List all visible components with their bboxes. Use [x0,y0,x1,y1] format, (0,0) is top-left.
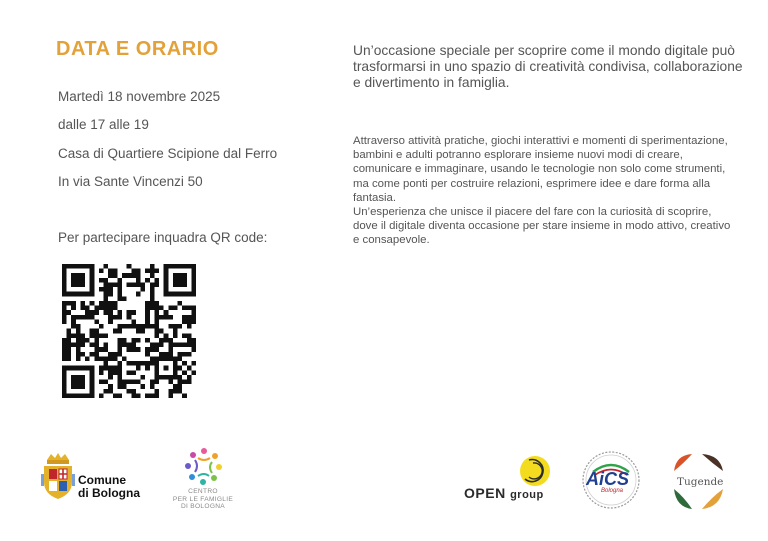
description-lead: Un’occasione speciale per scoprire come il mondo digitale può trasformarsi in uno spazio di creatività condivisa, collaborazione e divertimento in famiglia. [353,43,743,90]
description-paragraph: Attraverso attività pratiche, giochi interattivi e momenti di sperimentazione, bambini e adulti potranno esplorare insieme nuovi modi di creare, comunicare e immaginare, usando le tecnologie non solo come strumenti, ma come ponti per costruire relazioni, esprimere idee e dare forma alla fantasia. [353,135,728,204]
open-group-logo-text [464,485,544,501]
comune-line: di Bologna [78,486,140,500]
aics-logo-text: AiCS [586,469,630,489]
event-address: In via Sante Vincenzi 50 [58,174,203,189]
centro-line: CENTRO [188,488,218,495]
open-group-logo-icon [517,455,553,487]
description-body [353,134,733,248]
centro-famiglie-logo-icon [184,446,224,486]
event-date: Martedì 18 novembre 2025 [58,89,221,104]
tugende-logo-text: Tugende [677,476,724,488]
comune-line: Comune [78,473,126,487]
comune-bologna-crest-icon [41,452,75,500]
event-venue: Casa di Quartiere Scipione dal Ferro [58,146,278,161]
centro-logo-text [172,488,234,511]
open-main: OPEN [464,485,506,501]
description-paragraph: Un’esperienza che unisce il piacere del fare con la curiosità di scoprire, dove il digitale diventa occasione per stare insieme in modo attivo, creativo e consapevole. [353,206,731,247]
centro-line: DI BOLOGNA [180,503,226,511]
qr-prompt: Per partecipare inquadra QR code: [58,230,268,245]
event-time: dalle 17 alle 19 [58,117,149,132]
comune-logo-text [78,474,140,500]
open-sub: group [510,489,544,501]
centro-line: PER LE FAMIGLIE [172,495,234,503]
qr-code-icon[interactable] [62,264,196,398]
event-heading: DATA E ORARIO [56,38,219,60]
aics-logo-subtext: Bologna [601,488,624,494]
